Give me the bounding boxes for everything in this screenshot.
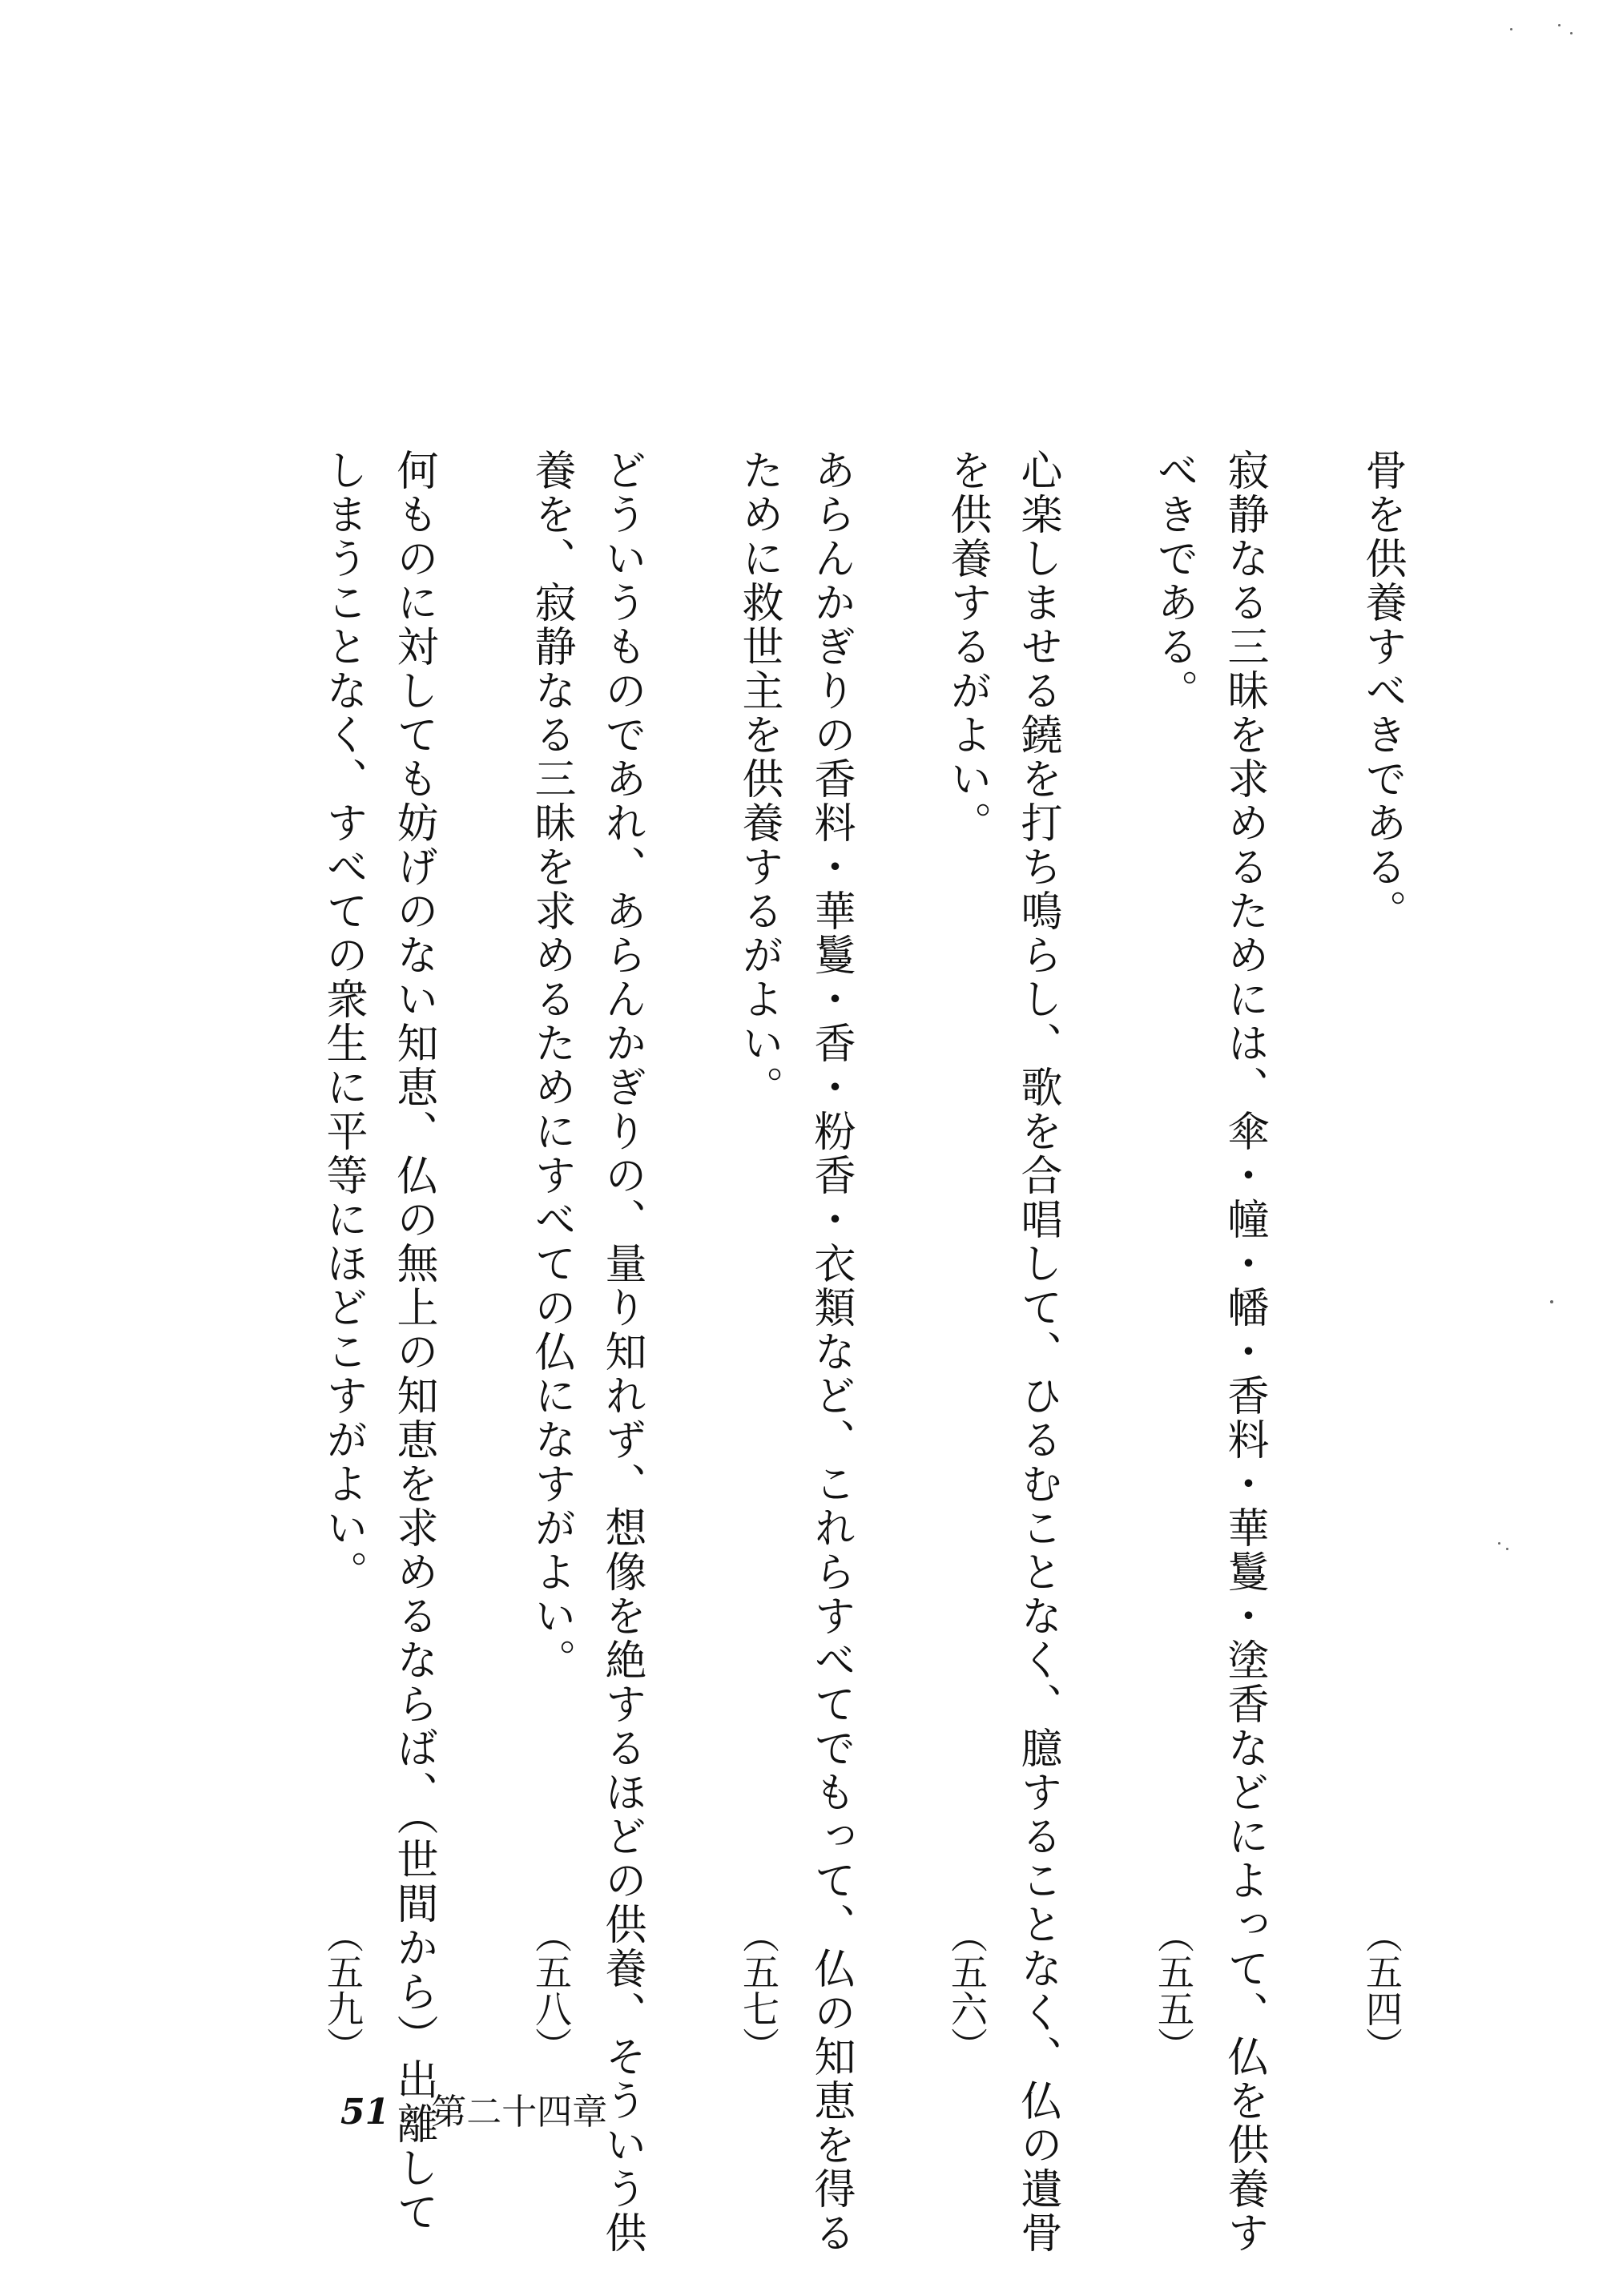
scan-speck <box>1550 1300 1553 1303</box>
verse-56-number: （五六） <box>945 1916 989 2064</box>
verse-57-line-2: ために救世主を供養するがよい。 <box>735 449 783 1110</box>
verse-58-line-1: どういうものであれ、あらんかぎりの、量り知れず、想像を絶するほどの供養、そういう供 <box>598 449 646 2255</box>
verse-54-line-1: 骨を供養すべきである。 <box>1358 449 1406 933</box>
verse-59-number: （五九） <box>321 1916 364 2064</box>
verse-56-line-2: を供養するがよい。 <box>943 449 991 845</box>
verse-59-line-2: しまうことなく、すべての衆生に平等にほどこすがよい。 <box>319 449 367 1594</box>
verse-55-line-1: 寂静なる三昧を求めるためには、傘・幢・幡・香料・華鬘・塗香などによって、仏を供養す <box>1220 449 1268 2255</box>
scan-speck <box>1506 1548 1508 1550</box>
scan-speck <box>1570 32 1573 34</box>
verse-54-number: （五四） <box>1360 1916 1404 2064</box>
verse-56-line-1: 心楽しませる鐃を打ち鳴らし、歌を合唱して、ひるむことなく、臆することなく、仏の遺骨 <box>1013 449 1061 2255</box>
verse-55-line-2: べきである。 <box>1150 449 1198 713</box>
verse-57-number: （五七） <box>737 1916 780 2064</box>
verse-59-line-1: 何ものに対しても妨げのない知恵、仏の無上の知恵を求めるならば、（世間から）出離して <box>389 449 437 2234</box>
chapter-title: 第二十四章 <box>431 2092 608 2133</box>
scan-speck <box>1510 28 1512 30</box>
verse-57-line-1: あらんかぎりの香料・華鬘・香・粉香・衣類など、これらすべてでもって、仏の知恵を得る <box>807 449 855 2255</box>
page-footer <box>340 2083 607 2134</box>
page-number: 51 <box>340 2092 390 2133</box>
verse-58-number: （五八） <box>530 1916 573 2064</box>
verse-55-number: （五五） <box>1152 1916 1195 2064</box>
verse-58-line-2: 養を、寂静なる三昧を求めるためにすべての仏になすがよい。 <box>527 449 575 1682</box>
scan-speck <box>1498 1542 1500 1545</box>
scan-speck <box>1558 24 1561 26</box>
